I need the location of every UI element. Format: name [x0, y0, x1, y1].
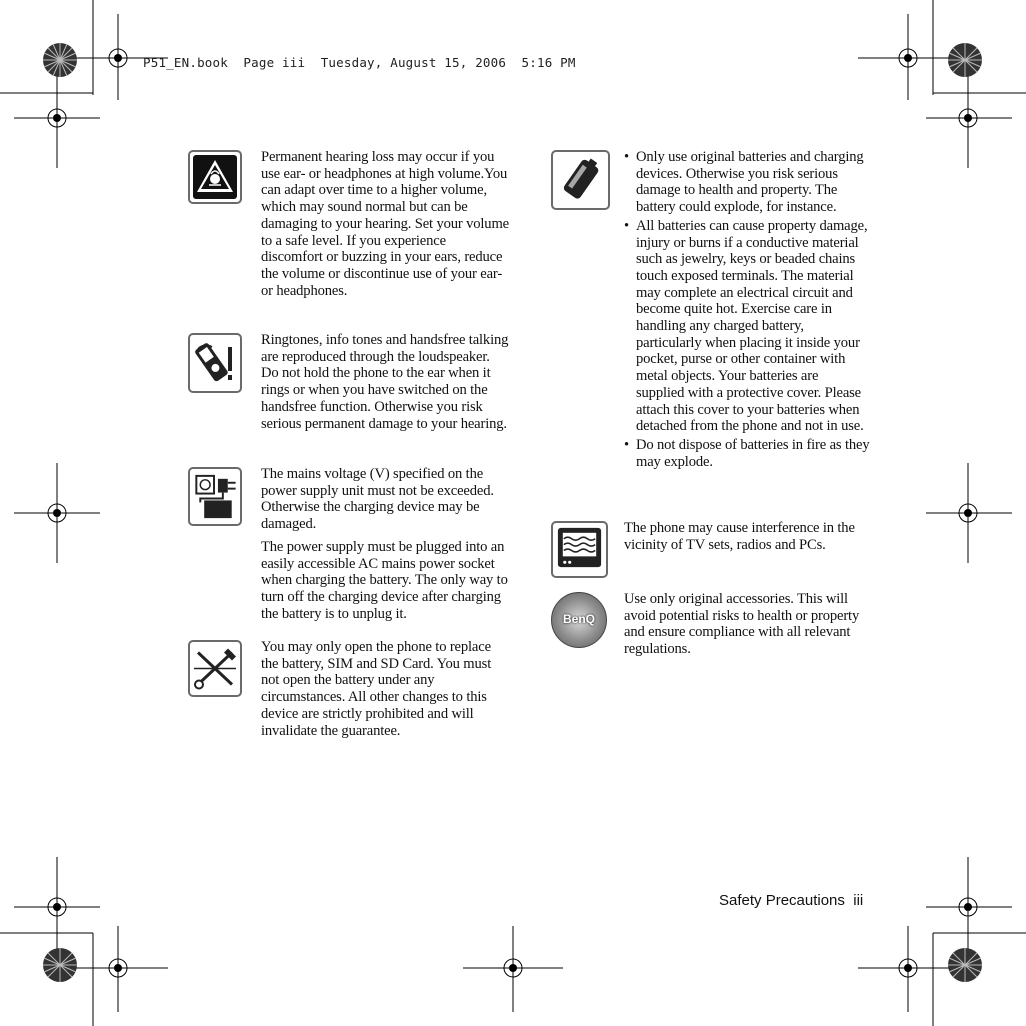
paragraph: Permanent hearing loss may occur if you use ear- or headphones at high volume.You can adapt over time to a higher volume, which may sound normal but can be damaging to your hearing. Set your volume to a safe level. If you experience discomfort or buzzing in your ears, reduce the volume or discontinue use of your ear- or headphones. — [261, 149, 509, 299]
paragraph: The power supply must be plugged into an easily accessible AC mains power socket when charging the battery. The only way to turn off the charging device after charging the battery is to unplug it. — [261, 538, 508, 622]
loudspeaker-warning-text — [261, 332, 509, 432]
print-header: P51_EN.book Page iii Tuesday, August 15, 2006 5:16 PM — [143, 55, 576, 70]
paragraph: The mains voltage (V) specified on the power supply unit must not be exceeded. Otherwise the charging device may be damaged. — [261, 466, 494, 533]
starburst-mark-icon — [948, 948, 982, 982]
benq-logo-text: BenQ — [562, 612, 595, 626]
hearing-warning-text — [261, 149, 509, 299]
tv-interference-icon — [551, 521, 608, 578]
accessories-text — [624, 591, 874, 658]
starburst-mark-icon — [948, 43, 982, 77]
no-tools-icon — [188, 640, 242, 697]
page-footer — [719, 892, 863, 909]
hearing-warning-icon — [188, 150, 242, 204]
battery-bullet-list — [624, 149, 870, 470]
loudspeaker-warning-icon — [188, 333, 242, 393]
paragraph: The phone may cause interference in the vicinity of TV sets, radios and PCs. — [624, 520, 855, 553]
tv-interference-text — [624, 520, 874, 553]
starburst-mark-icon — [43, 948, 77, 982]
list-item: • All batteries can cause property damage, injury or burns if a conductive material such as jewelry, keys or beaded chains touch exposed terminals. The material may complete an electrical circuit and become quite hot. Exercise care in handling any charged battery, particularly when placing it inside your pocket, purse or other container with metal objects. Your batteries are supplied with a protective cover. Please attach this cover to your batteries when detached from the phone and not in use. — [624, 218, 870, 435]
power-supply-text — [261, 466, 511, 622]
list-item: • Only use original batteries and charging devices. Otherwise you risk serious damage to health and property. The battery could explode, for instance. — [624, 149, 870, 216]
paragraph: You may only open the phone to replace the battery, SIM and SD Card. You must not open the battery under any circumstances. All other changes to this device are strictly prohibited and will invalidate the guarantee. — [261, 639, 492, 739]
section-title: Safety Precautions — [719, 892, 845, 909]
list-item: • Do not dispose of batteries in fire as they may explode. — [624, 437, 870, 470]
battery-warning-text — [624, 149, 870, 472]
starburst-mark-icon — [43, 43, 77, 77]
paragraph: Ringtones, info tones and handsfree talking are reproduced through the loudspeaker. Do not hold the phone to the ear when it rings or when you have switched on the handsfree function. Otherwise you risk serious permanent damage to your hearing. — [261, 332, 509, 432]
page-number: iii — [853, 892, 864, 909]
power-supply-icon — [188, 467, 242, 526]
battery-icon — [551, 150, 610, 210]
no-tools-text — [261, 639, 511, 739]
benq-accessories-icon — [551, 592, 607, 648]
paragraph: Use only original accessories. This will avoid potential risks to health or property and ensure compliance with all relevant regulations. — [624, 591, 860, 658]
